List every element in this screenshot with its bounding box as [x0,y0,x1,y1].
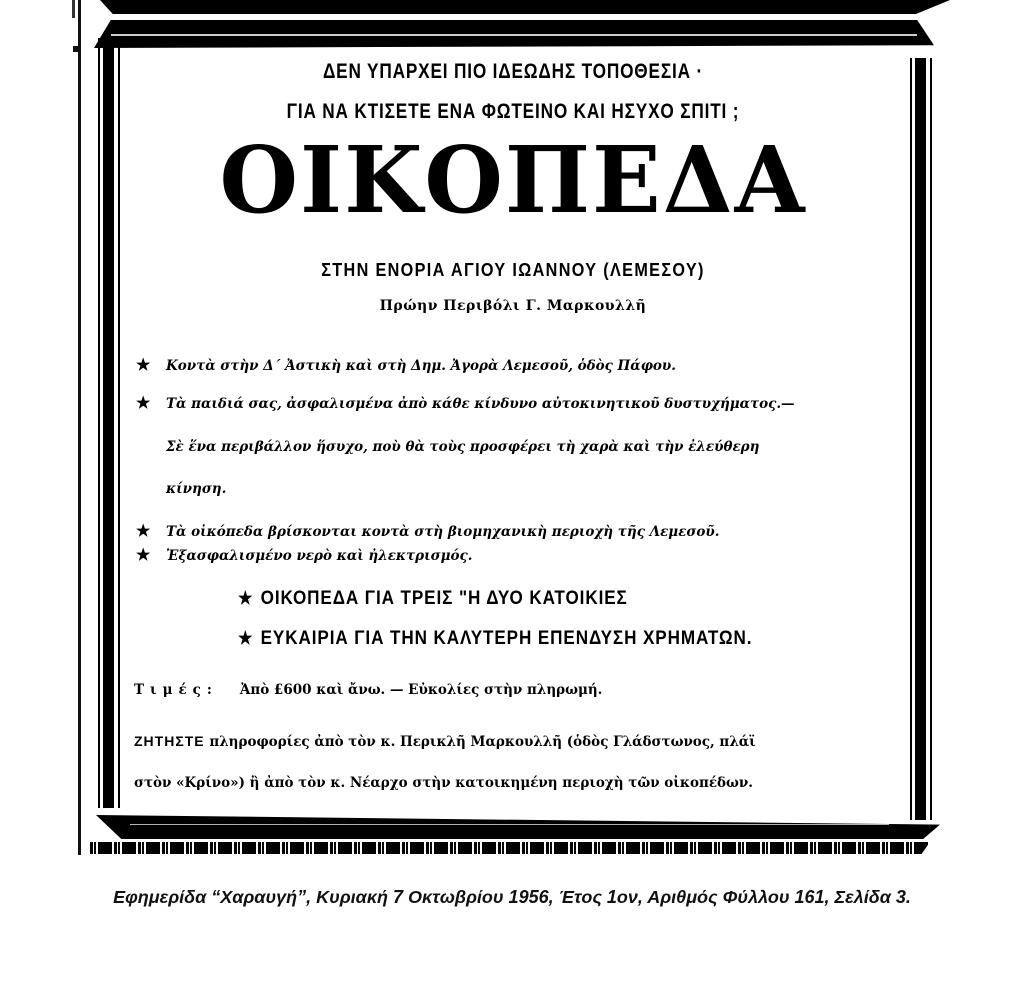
star-icon: ★ [238,628,254,648]
list-item-text: Τὰ παιδιά σας, ἀσφαλισμένα ἀπὸ κάθε κίνδυνο αὐτοκινητικοῦ δυστυχήματος.— [166,396,795,412]
location-subheading: ΣΤΗΝ ΕΝΟΡΙΑ ΑΓΙΟΥ ΙΩΑΝΝΟΥ (ΛΕΜΕΣΟΥ) [321,260,705,280]
intro-line-2: ΓΙΑ ΝΑ ΚΤΙΣΕΤΕ ΕΝΑ ΦΩΤΕΙΝΟ ΚΑΙ ΗΣΥΧΟ ΣΠΙΤΙ ; [286,100,740,123]
highlight-line [238,588,628,610]
star-icon: ★ [238,588,254,608]
contact-line-1 [134,733,904,750]
list-item [136,520,719,542]
list-item-text: Κοντὰ στὴν Δ΄ Ἀστικὴ καὶ στὴ Δημ. Ἀγορὰ Λεμεσοῦ, ὁδὸς Πάφου. [166,358,676,374]
frame-right-border [910,58,932,820]
star-icon: ★ [136,355,151,374]
source-caption: Εφημερίδα “Χαραυγή”, Κυριακή 7 Οκτωβρίου 1956, Έτος 1ον, Αριθμός Φύλλου 161, Σελίδα 3. [113,887,911,907]
list-item-text: Ἐξασφαλισμένο νερὸ καὶ ἠλεκτρισμός. [166,548,473,564]
contact-text: πληροφορίες ἀπὸ τὸν κ. Περικλῆ Μαρκουλλῆ (ὁδὸς Γλάδστωνος, πλάϊ [209,734,756,750]
list-item [136,392,795,414]
highlight-line [238,628,752,650]
highlight-text: ΕΥΚΑΙΡΙΑ ΓΙΑ ΤΗΝ ΚΑΛΥΤΕΡΗ ΕΠΕΝΔΥΣΗ ΧΡΗΜΑΤΩΝ. [260,628,753,649]
list-item [136,354,676,376]
list-item-continuation: Σὲ ἕνα περιβάλλον ἥσυχο, ποὺ θὰ τοὺς προσφέρει τὴ χαρὰ καὶ τὴν ἐλεύθερη [166,439,760,455]
frame-left-border [98,38,120,808]
star-icon: ★ [136,545,151,564]
prices-text: Ἀπὸ £600 καὶ ἄνω. — Εὐκολίες στὴν πληρωμή. [239,682,603,698]
top-border-bar [100,0,950,14]
intro-line-1: ΔΕΝ ΥΠΑΡΧΕΙ ΠΙΟ ΙΔΕΩΔΗΣ ΤΟΠΟΘΕΣΙΑ · [322,60,704,83]
list-item [136,544,472,566]
advertisement-body [118,48,908,818]
prices-label: Τιμές: [134,682,218,698]
frame-top-bar [94,20,934,48]
list-item-continuation: κίνηση. [166,481,227,497]
bottom-decorative-stripe [90,842,930,854]
column-rule-line [78,0,81,855]
scan-artifact-mark [72,0,75,18]
list-item-text: Τὰ οἰκόπεδα βρίσκονται κοντὰ στὴ βιομηχανικὴ περιοχὴ τῆς Λεμεσοῦ. [166,524,720,540]
headline: ΟΙΚΟΠΕΔΑ [219,126,807,234]
star-icon: ★ [136,393,151,412]
star-icon: ★ [136,521,151,540]
frame-bottom-bar [96,815,940,839]
contact-line-2: στὸν «Κρίνο») ἢ ἀπὸ τὸν κ. Νέαρχο στὴν κατοικημένη περιοχὴ τῶν οἰκοπέδων. [134,775,753,791]
contact-lead: ΖΗΤΗΣΤΕ [134,733,205,749]
former-name: Πρώην Περιβόλι Γ. Μαρκουλλῆ [379,298,647,314]
prices-line [134,682,602,698]
highlight-text: ΟΙΚΟΠΕΔΑ ΓΙΑ ΤΡΕΙΣ "Η ΔΥΟ ΚΑΤΟΙΚΙΕΣ [260,588,628,609]
